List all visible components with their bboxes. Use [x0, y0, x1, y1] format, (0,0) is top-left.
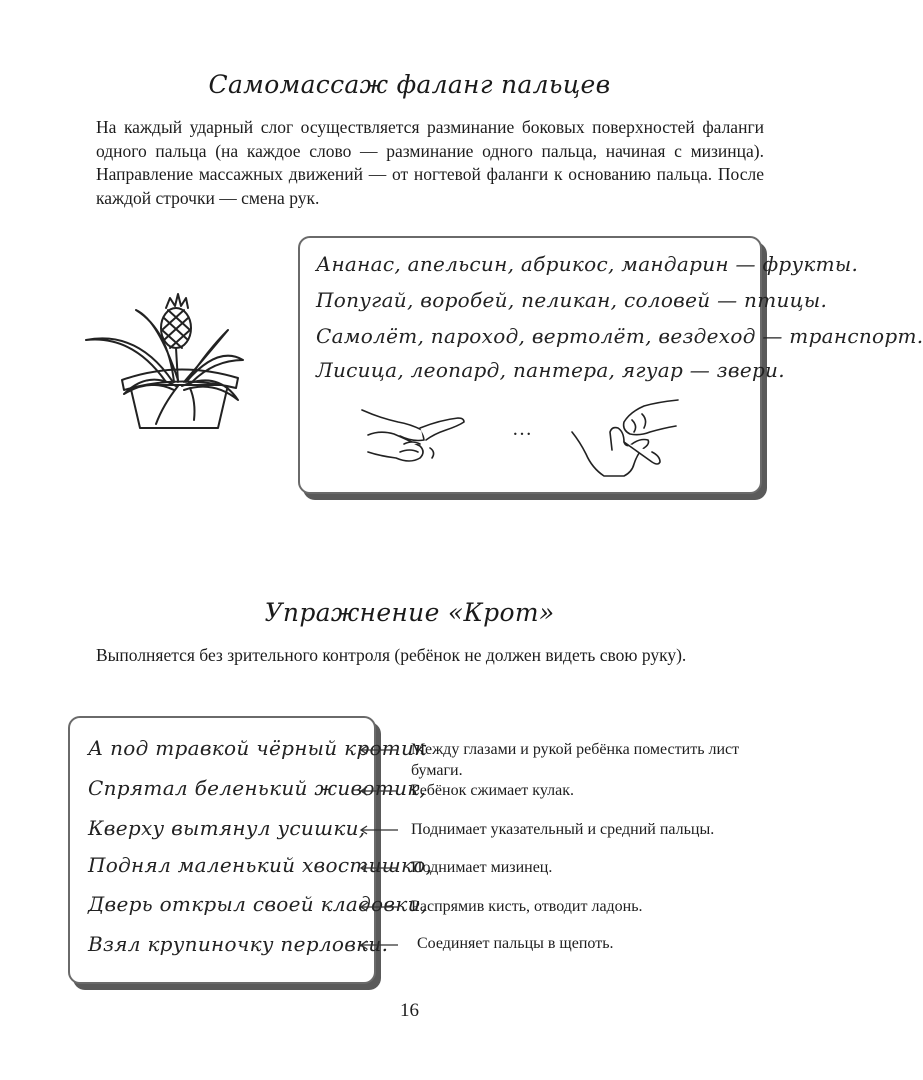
section2-title: Упражнение «Крот» — [264, 598, 555, 627]
arrow-left-icon — [358, 825, 400, 835]
mole-line-6: Взял крупиночку перловки. — [88, 932, 389, 956]
mole-line-1: А под травкой чёрный кротик — [88, 736, 427, 760]
mole-line-3: Кверху вытянул усишки, — [88, 816, 366, 840]
hands-massage-start-illustration — [360, 400, 470, 475]
mole-line-5: Дверь открыл своей кладовки, — [88, 892, 428, 916]
rhyme-line-birds: Попугай, воробей, пеликан, соловей — птицы. — [316, 288, 828, 312]
instruction-5: Распрямив кисть, отводит ладонь. — [411, 898, 643, 915]
section2-description: Выполняется без зрительного контроля (ребёнок не должен видеть свою руку). — [96, 645, 687, 665]
mole-line-2: Спрятал беленький животик, — [88, 776, 427, 800]
arrow-left-icon — [358, 745, 400, 755]
hands-massage-end-illustration — [568, 392, 688, 482]
rhyme-line-transport: Самолёт, пароход, вертолёт, вездеход — транспорт. — [316, 324, 923, 348]
section1-description: На каждый ударный слог осуществляется разминание боковых поверхностей фаланги одного пальца (на каждое слово — разминание одного пальца, начиная с мизинца). Направление массажных движений — от ногтевой фаланги к основанию пальца. После каждой строчки — смена рук. — [96, 117, 764, 208]
rhyme-line-fruits: Ананас, апельсин, абрикос, мандарин — фрукты. — [316, 252, 859, 276]
instruction-2: Ребёнок сжимает кулак. — [411, 782, 574, 799]
pineapple-plant-illustration — [78, 290, 248, 440]
instruction-3: Поднимает указательный и средний пальцы. — [411, 821, 715, 838]
page-number: 16 — [400, 1000, 419, 1021]
instruction-4: Поднимает мизинец. — [411, 859, 553, 876]
hands-ellipsis: … — [512, 418, 532, 440]
arrow-left-icon — [358, 786, 400, 796]
mole-line-4: Поднял маленький хвостишко, — [88, 853, 433, 877]
instruction-1: Между глазами и рукой ребёнка поместить лист бумаги. — [411, 741, 740, 779]
arrow-left-icon — [358, 902, 400, 912]
arrow-left-icon — [358, 863, 400, 873]
arrow-left-icon — [358, 940, 400, 950]
rhyme-line-animals: Лисица, леопард, пантера, ягуар — звери. — [316, 358, 785, 382]
section1-title: Самомассаж фаланг пальцев — [208, 70, 611, 99]
instruction-6: Соединяет пальцы в щепоть. — [417, 935, 614, 952]
